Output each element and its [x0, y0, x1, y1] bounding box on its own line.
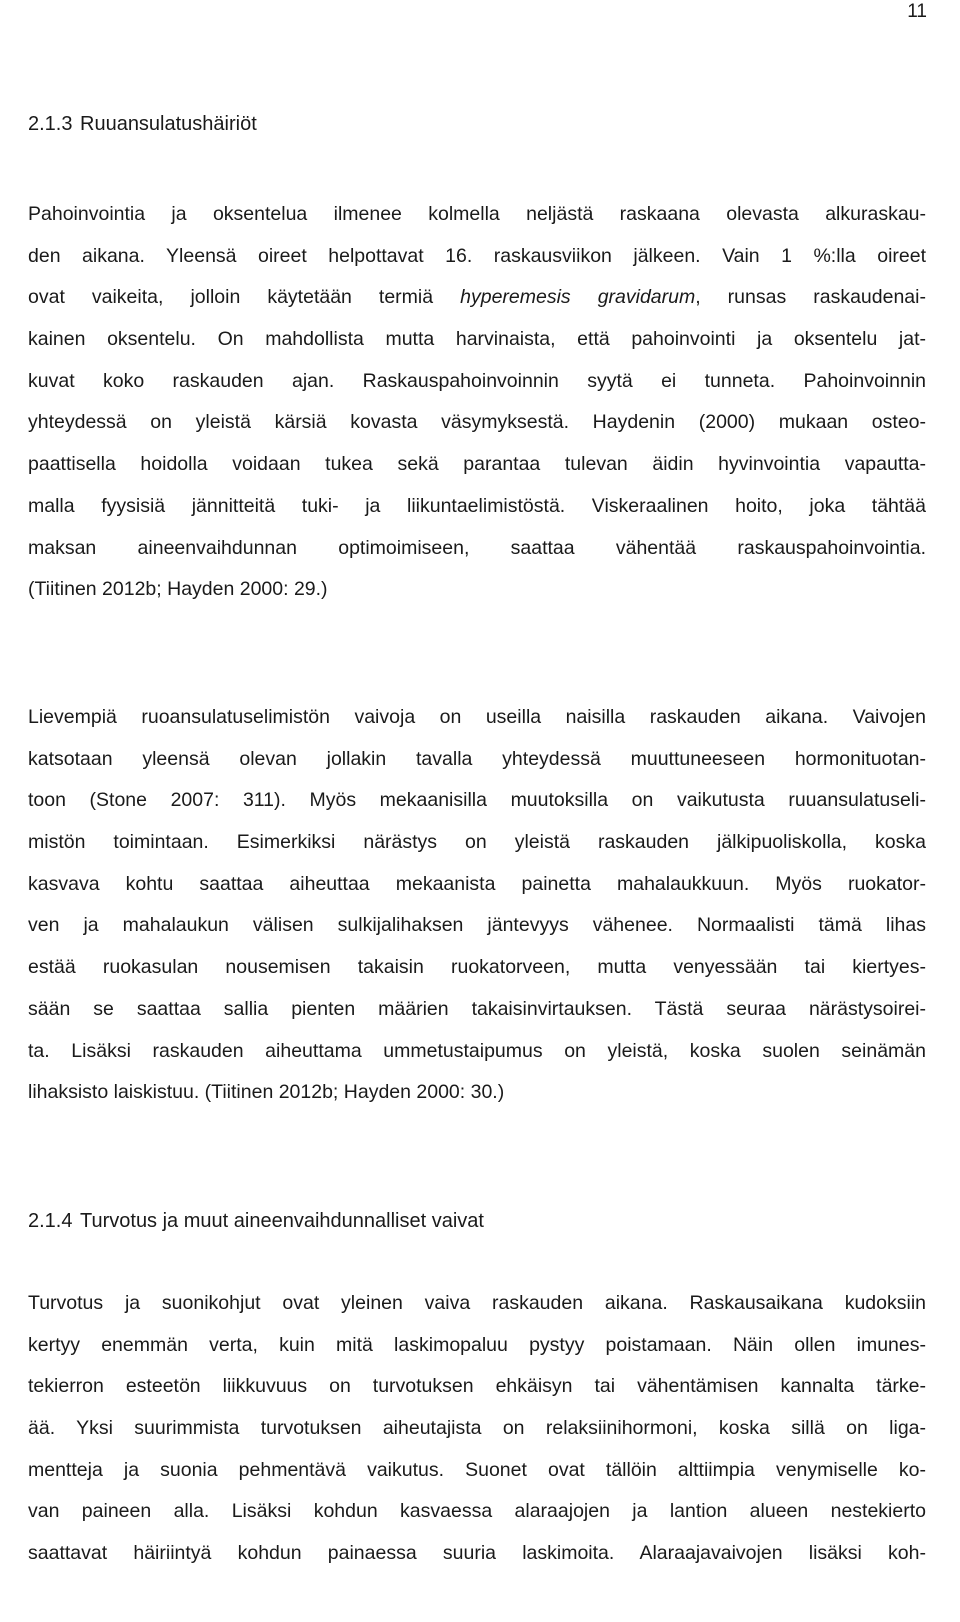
- section-title: Ruuansulatushäiriöt: [80, 113, 257, 135]
- text-line: maksan aineenvaihdunnan optimoimiseen, saattaa vähentää raskauspahoinvointia.: [28, 536, 926, 559]
- text-line: malla fyysisiä jännitteitä tuki- ja liikuntaelimistöstä. Viskeraalinen hoito, joka tähtää: [28, 494, 926, 517]
- text-line: yhteydessä on yleistä kärsiä kovasta väsymyksestä. Haydenin (2000) mukaan osteo-: [28, 411, 926, 434]
- text-line: den aikana. Yleensä oireet helpottavat 16. raskausviikon jälkeen. Vain 1 %:lla oireet: [28, 244, 926, 267]
- text-line: (Tiitinen 2012b; Hayden 2000: 29.): [28, 578, 328, 601]
- text-line: katsotaan yleensä olevan jollakin tavalla yhteydessä muuttuneeseen hormonituotan-: [28, 747, 926, 770]
- text-line: mentteja ja suonia pehmentävä vaikutus. Suonet ovat tällöin alttiimpia venymiselle ko-: [28, 1458, 926, 1481]
- text-line: sään se saattaa sallia pienten määrien takaisinvirtauksen. Tästä seuraa närästysoirei-: [28, 997, 926, 1020]
- section-number: 2.1.4: [28, 1210, 73, 1232]
- paragraph-swelling: [28, 1283, 926, 1575]
- text-line: mistön toimintaan. Esimerkiksi närästys on yleistä raskauden jälkipuoliskolla, koska: [28, 831, 926, 854]
- text-line: ää. Yksi suurimmista turvotuksen aiheutajista on relaksiinihormoni, koska sillä on liga-: [28, 1417, 926, 1440]
- paragraph-nausea: [28, 194, 926, 611]
- text-line: ven ja mahalaukun välisen sulkijalihaksen jäntevyys vähenee. Normaalisti tämä lihas: [28, 914, 926, 937]
- section-title: Turvotus ja muut aineenvaihdunnalliset vaivat: [80, 1210, 484, 1232]
- italic-term: hyperemesis gravidarum: [460, 286, 696, 309]
- text-span: , runsas raskaudenai-: [695, 286, 926, 309]
- text-line: van paineen alla. Lisäksi kohdun kasvaessa alaraajojen ja lantion alueen nestekierto: [28, 1500, 926, 1523]
- text-line: kuvat koko raskauden ajan. Raskauspahoinvoinnin syytä ei tunneta. Pahoinvoinnin: [28, 369, 926, 392]
- text-line: toon (Stone 2007: 311). Myös mekaanisilla muutoksilla on vaikutusta ruuansulatuseli-: [28, 789, 926, 812]
- text-span: ovat vaikeita, jolloin käytetään termiä: [28, 286, 461, 309]
- text-line: ta. Lisäksi raskauden aiheuttama ummetustaipumus on yleistä, koska suolen seinämän: [28, 1039, 926, 1062]
- text-line: Pahoinvointia ja oksentelua ilmenee kolmella neljästä raskaana olevasta alkuraskau-: [28, 203, 926, 225]
- text-line: estää ruokasulan nousemisen takaisin ruokatorveen, mutta venyessään tai kiertyes-: [28, 956, 926, 979]
- text-line: Turvotus ja suonikohjut ovat yleinen vaiva raskauden aikana. Raskausaikana kudoksiin: [28, 1292, 926, 1314]
- text-line: kertyy enemmän verta, kuin mitä laskimopaluu pystyy poistamaan. Näin ollen imunes-: [28, 1333, 926, 1356]
- text-line: tekierron esteetön liikkuvuus on turvotuksen ehkäisyn tai vähentämisen kannalta tärke-: [28, 1375, 926, 1398]
- text-line: kasvava kohtu saattaa aiheuttaa mekaanista painetta mahalaukkuun. Myös ruokator-: [28, 872, 926, 895]
- text-line: [28, 277, 926, 319]
- page-number: 11: [907, 1, 927, 22]
- text-line: Lievempiä ruoansulatuselimistön vaivoja on useilla naisilla raskauden aikana. Vaivojen: [28, 706, 926, 728]
- paragraph-digestion: [28, 697, 926, 1114]
- text-line: lihaksisto laiskistuu. (Tiitinen 2012b; Hayden 2000: 30.): [28, 1081, 505, 1104]
- text-line: saattavat häiriintyä kohdun painaessa suuria laskimoita. Alaraajavaivojen lisäksi koh-: [28, 1542, 926, 1565]
- text-line: paattisella hoidolla voidaan tukea sekä parantaa tulevan äidin hyvinvointia vapautta-: [28, 453, 926, 476]
- text-line: kainen oksentelu. On mahdollista mutta harvinaista, että pahoinvointi ja oksentelu jat-: [28, 328, 926, 351]
- section-number: 2.1.3: [28, 113, 73, 135]
